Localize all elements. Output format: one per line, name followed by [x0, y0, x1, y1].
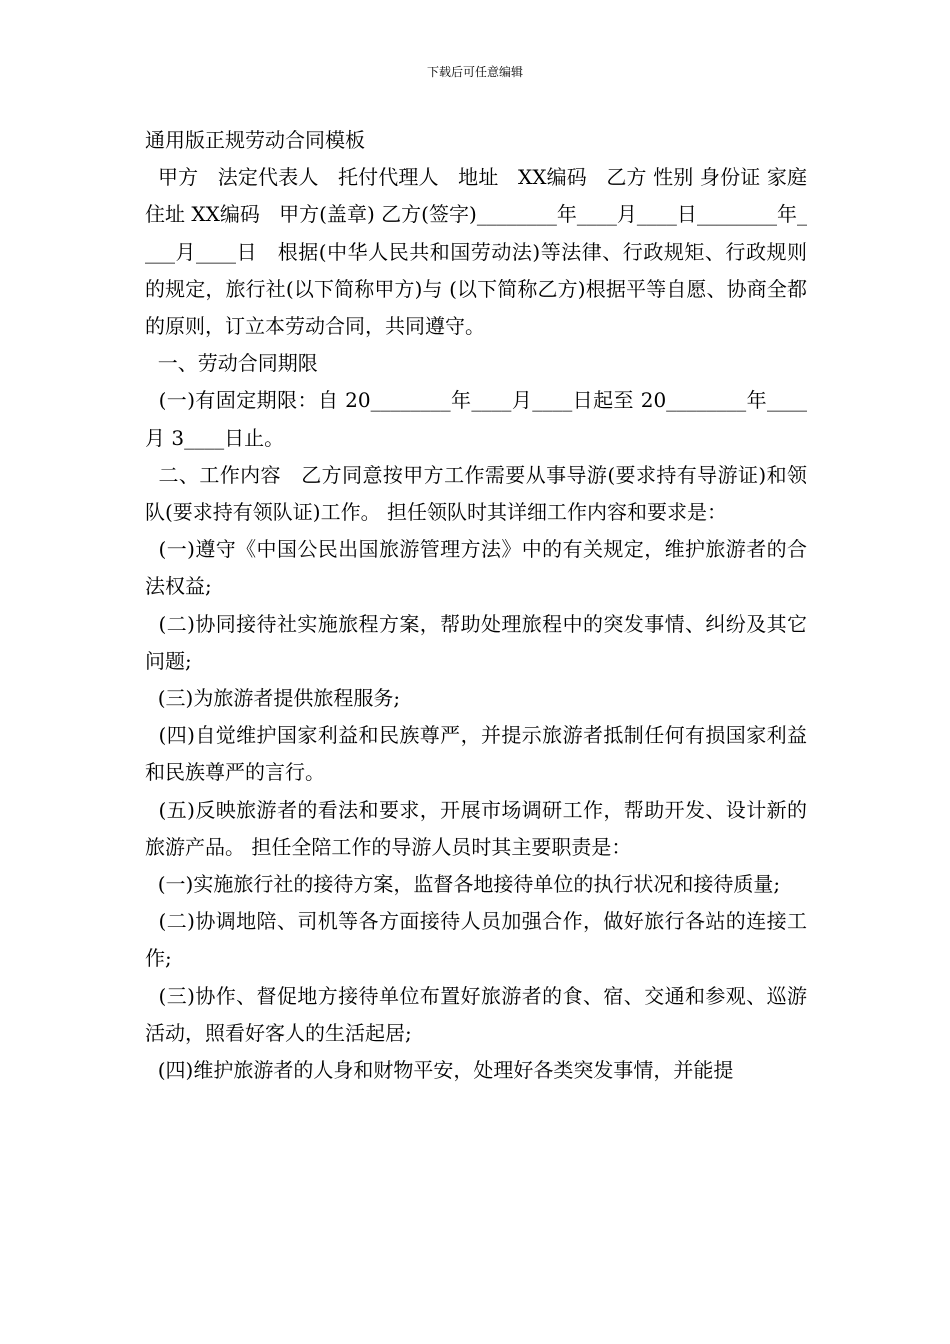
list-item-leader-duty-1: (一)遵守《中国公民出国旅游管理方法》中的有关规定，维护旅游者的合法权益;	[145, 537, 808, 599]
paragraph-parties: 甲方 法定代表人 托付代理人 地址 XX编码 乙方 性别 身份证 家庭住址 XX编码 甲方(盖章) 乙方(签字)________年____月____日________年____月____日 根据(中华人民共和国劳动法)等法律、行政规矩、行政规则的规定，旅行社(以下简称甲方)与 (以下简称乙方)根据平等自愿、协商全都的原则，订立本劳动合同，共同遵守。	[145, 165, 807, 339]
document-body	[145, 122, 807, 1089]
list-item-leader-duty-5: (五)反映旅游者的看法和要求，开展市场调研工作，帮助开发、设计新的旅游产品。 担任全陪工作的导游人员时其主要职责是：	[145, 797, 808, 859]
section-heading-work-content: 二、工作内容 乙方同意按甲方工作需要从事导游(要求持有导游证)和领队(要求持有领队证)工作。 担任领队时其详细工作内容和要求是：	[145, 462, 807, 525]
list-item-leader-duty-2: (二)协同接待社实施旅程方案，帮助处理旅程中的突发事情、纠纷及其它问题;	[145, 611, 808, 673]
list-item-guide-duty-2: (二)协调地陪、司机等各方面接待人员加强合作，做好旅行各站的连接工作;	[145, 909, 808, 971]
list-item-guide-duty-4: (四)维护旅游者的人身和财物平安，处理好各类突发事情，并能提	[145, 1058, 734, 1083]
paragraph-fixed-term: (一)有固定期限：自 20________年____月____日起至 20________年____月 3____日止。	[145, 388, 808, 450]
document-title: 通用版正规劳动合同模板	[145, 128, 365, 152]
list-item-guide-duty-3: (三)协作、督促地方接待单位布置好旅游者的食、宿、交通和参观、巡游活动，照看好客人的生活起居;	[145, 983, 808, 1045]
list-item-guide-duty-1: (一)实施旅行社的接待方案，监督各地接待单位的执行状况和接待质量;	[145, 872, 781, 897]
list-item-leader-duty-3: (三)为旅游者提供旅程服务;	[145, 686, 401, 711]
page-header: 下载后可任意编辑	[426, 65, 523, 79]
section-heading-term: 一、劳动合同期限	[145, 351, 318, 376]
list-item-leader-duty-4: (四)自觉维护国家利益和民族尊严，并提示旅游者抵制任何有损国家利益和民族尊严的言行。	[145, 723, 808, 785]
